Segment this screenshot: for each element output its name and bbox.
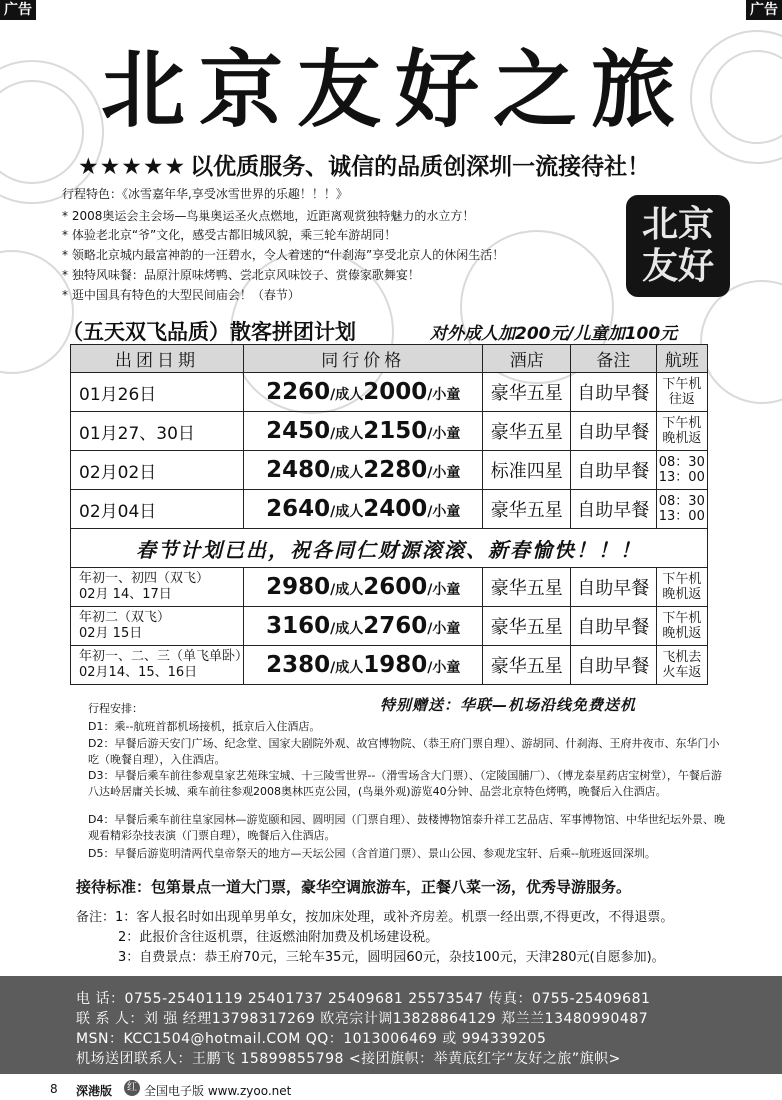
adult-price: 2260 (266, 379, 331, 405)
child-unit: /小童 (427, 465, 461, 481)
gift-note: 特别赠送：华联—机场沿线免费送机 (380, 696, 637, 714)
row-flight: 08：30 13：00 (656, 451, 707, 490)
row-price (243, 490, 482, 529)
row-hotel: 豪华五星 (483, 568, 571, 607)
row-flight: 下午机 晚机返 (656, 568, 707, 607)
page-number: 8 (50, 1082, 58, 1096)
edition-label: 深港版 (76, 1084, 113, 1098)
table-row (71, 568, 708, 607)
row-price (243, 451, 482, 490)
star-rating: ★★★★★ (78, 154, 187, 180)
child-price: 2000 (363, 379, 428, 405)
row-hotel: 豪华五星 (483, 373, 571, 412)
row-meal: 自助早餐 (570, 607, 656, 646)
child-unit: /小童 (427, 582, 461, 598)
section-title: （五天双飞品质）散客拼团计划 (62, 320, 356, 344)
child-unit: /小童 (427, 426, 461, 442)
date-line1: 年初一、二、三（单飞单卧） (79, 649, 249, 664)
ad-label-left: 广告 (0, 0, 36, 20)
row-meal: 自助早餐 (570, 568, 656, 607)
logo-seal (626, 195, 730, 297)
adult-unit: /成人 (330, 387, 364, 403)
header-flight: 航班 (656, 345, 707, 373)
itinerary-day: D1：乘--航班首都机场接机，抵京后入住酒店。 (88, 720, 321, 733)
contact-airport: 机场送团联系人：王鹏飞 15899855798 <接团旗帜：举黄底红字“友好之旅”旗帜> (76, 1051, 621, 1067)
feature-item: * 体验老北京“爷”文化，感受古都旧城风貌，乘三轮车游胡同！ (62, 228, 397, 242)
slogan (78, 148, 650, 181)
row-hotel: 标准四星 (483, 451, 571, 490)
row-price (243, 412, 482, 451)
header-remark: 备注 (570, 345, 656, 373)
remark-item: 2：此报价含往返机票，往返燃油附加费及机场建设税。 (118, 930, 439, 945)
spring-festival-banner: 春节计划已出，祝各同仁财源滚滚、新春愉快！！！ (71, 529, 708, 568)
service-standard: 接待标准：包第景点一道大门票，豪华空调旅游车，正餐八菜一汤，优秀导游服务。 (76, 878, 632, 896)
row-flight: 08：30 13：00 (656, 490, 707, 529)
page-footer (0, 1076, 782, 1100)
page-title: 北京友好之旅 (100, 41, 689, 139)
row-meal: 自助早餐 (570, 646, 656, 685)
row-meal: 自助早餐 (570, 451, 656, 490)
row-hotel: 豪华五星 (483, 607, 571, 646)
row-hotel: 豪华五星 (483, 490, 571, 529)
table-row (71, 373, 708, 412)
child-price: 2150 (363, 418, 428, 444)
date-line1: 年初二（双飞） (79, 610, 171, 625)
row-date: 02月02日 (71, 451, 244, 490)
adult-unit: /成人 (330, 621, 364, 637)
row-price (243, 646, 482, 685)
remark-item: 3：自费景点：恭王府70元，三轮车35元，圆明园60元，杂技100元，天津280元(自愿参加)。 (118, 950, 665, 965)
table-row (71, 490, 708, 529)
date-line2: 02月 14、17日 (79, 587, 172, 602)
row-hotel: 豪华五星 (483, 412, 571, 451)
feature-item: * 2008奥运会主会场—鸟巢奥运圣火点燃地，近距离观赏独特魅力的水立方！ (62, 209, 475, 223)
row-flight: 飞机去 火车返 (656, 646, 707, 685)
adult-price: 2640 (266, 496, 331, 522)
row-date (71, 646, 249, 685)
date-line2: 02月14、15、16日 (79, 665, 198, 680)
adult-price: 2980 (266, 574, 331, 600)
feature-item: * 领略北京城内最富神韵的一汪碧水，令人着迷的“什刹海”享受北京人的休闲生活！ (62, 248, 505, 262)
adult-unit: /成人 (330, 426, 364, 442)
child-price: 2400 (363, 496, 428, 522)
decor-swirl (700, 280, 782, 404)
ad-label-right: 广告 (746, 0, 782, 20)
website-link[interactable]: 全国电子版 www.zyoo.net (144, 1084, 292, 1098)
slogan-text: 以优质服务、诚信的品质创深圳一流接待社！ (190, 154, 651, 180)
itinerary-day: D2：早餐后游天安门广场、纪念堂、国家大剧院外观、故宫博物院、（恭王府门票自理）、游胡同、什刹海、王府井夜市、东华门小吃（晚餐自理），入住酒店。 (88, 737, 720, 766)
spring-festival-banner-row (71, 529, 708, 568)
row-flight: 下午机 晚机返 (656, 412, 707, 451)
row-date (71, 568, 244, 607)
adult-unit: /成人 (330, 582, 364, 598)
itinerary-day: D4：早餐后乘车前往皇家园林—游览颐和园、圆明园（门票自理）、鼓楼博物馆泰升祥工艺品店、军事博物馆、中华世纪坛外景、晚观看精彩杂技表演（门票自理），晚餐后入住酒店。 (88, 813, 725, 842)
adult-price: 2480 (266, 457, 331, 483)
adult-unit: /成人 (330, 504, 364, 520)
child-price: 1980 (363, 652, 428, 678)
adult-price: 2450 (266, 418, 331, 444)
child-price: 2760 (363, 613, 428, 639)
feature-item: * 独特风味餐：品原汁原味烤鸭、尝北京风味饺子、赏傣家歌舞宴！ (62, 268, 420, 282)
child-unit: /小童 (427, 387, 461, 403)
row-price (243, 607, 482, 646)
row-meal: 自助早餐 (570, 490, 656, 529)
row-meal: 自助早餐 (570, 373, 656, 412)
itinerary-heading: 行程安排： (88, 702, 143, 715)
schedule-table (70, 344, 708, 685)
date-line2: 02月 15日 (79, 626, 143, 641)
table-row (71, 607, 708, 646)
header-hotel: 酒店 (483, 345, 571, 373)
row-meal: 自助早餐 (570, 412, 656, 451)
seal-text: 北京友好 (641, 204, 714, 287)
contact-phone: 电 话：0755-25401119 25401737 25409681 25573547 传真：0755-25409681 (76, 991, 651, 1007)
adult-price: 2380 (266, 652, 331, 678)
table-row (71, 646, 708, 685)
child-unit: /小童 (427, 504, 461, 520)
row-price (243, 568, 482, 607)
child-price: 2600 (363, 574, 428, 600)
child-price: 2280 (363, 457, 428, 483)
itinerary-day: D5：早餐后游览明清两代皇帝祭天的地方—天坛公园（含首道门票）、景山公园、参观龙宝轩、后乘--航班返回深圳。 (88, 847, 656, 860)
adult-unit: /成人 (330, 465, 364, 481)
header-price: 同行价格 (243, 345, 482, 373)
itinerary-day: D3：早餐后乘车前往参观皇家艺苑珠宝城、十三陵雪世界--（滑雪场含大门票）、（定陵国脯厂）、（博龙泰星药店宝树堂），午餐后游八达岭居庸关长城、乘车前往参观2008奥林匹克公园，(鸟巢外观)游览40分钟、品尝北京特色烤鸭，晚餐后入住酒店。 (88, 769, 722, 798)
row-date: 01月27、30日 (71, 412, 244, 451)
row-date: 02月04日 (71, 490, 244, 529)
edition-badge: 红 (124, 1080, 140, 1096)
child-unit: /小童 (427, 660, 461, 676)
feature-item: * 逛中国具有特色的大型民间庙会！（春节） (62, 288, 300, 302)
table-header-row (71, 345, 708, 373)
header-date: 出团日期 (71, 345, 244, 373)
row-flight: 下午机 晚机返 (656, 607, 707, 646)
row-flight: 下午机 往返 (656, 373, 707, 412)
features-heading: 行程特色：《冰雪嘉年华,享受冰雪世界的乐趣！！！》 (62, 187, 348, 201)
adult-unit: /成人 (330, 660, 364, 676)
contact-msn-qq: MSN：KCC1504@hotmail.COM QQ：1013006469 或 994339205 (76, 1031, 547, 1047)
child-unit: /小童 (427, 621, 461, 637)
table-row (71, 412, 708, 451)
row-date (71, 607, 244, 646)
table-row (71, 451, 708, 490)
row-price (243, 373, 482, 412)
remark-item: 备注：1：客人报名时如出现单男单女，按加床处理，或补齐房差。机票一经出票,不得更改，不得退票。 (76, 910, 674, 925)
row-date: 01月26日 (71, 373, 244, 412)
date-line1: 年初一、初四（双飞） (79, 571, 210, 586)
section-note: 对外成人加200元/儿童加100元 (430, 324, 678, 344)
contact-persons: 联 系 人：刘 强 经理13798317269 欧亮宗计调13828864129 郑兰兰13480990487 (76, 1011, 649, 1027)
adult-price: 3160 (266, 613, 331, 639)
row-hotel: 豪华五星 (483, 646, 571, 685)
